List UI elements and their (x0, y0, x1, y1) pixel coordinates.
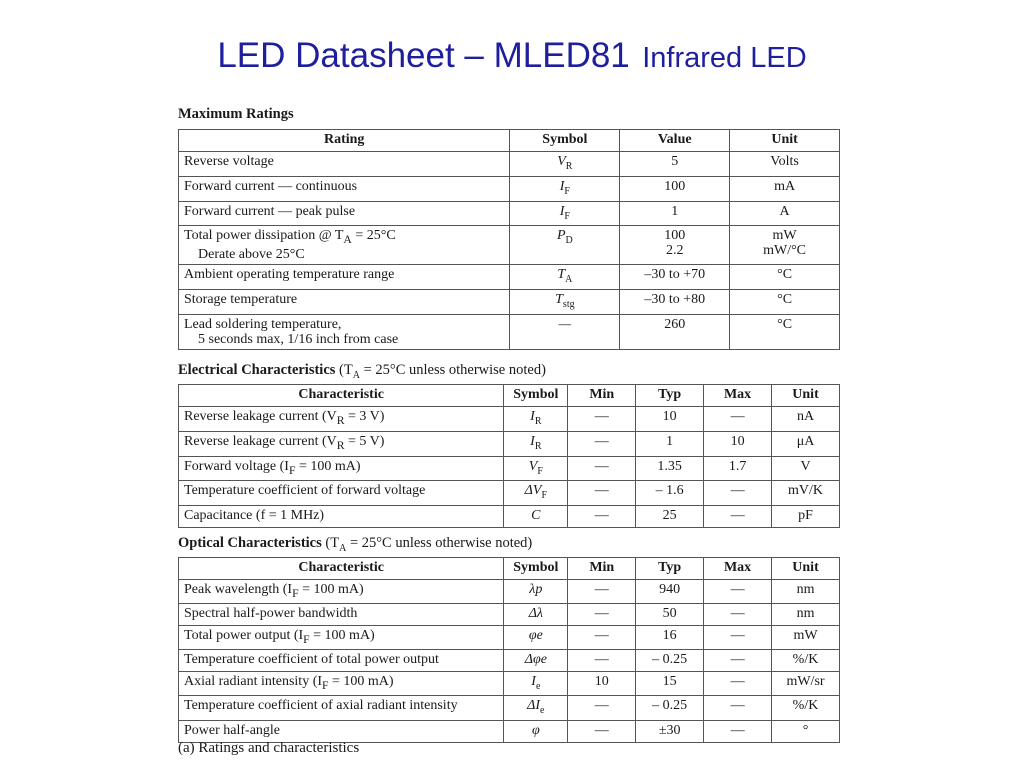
header-rating: Rating (179, 130, 510, 152)
symbol-subscript: F (541, 490, 547, 502)
symbol-text: I (530, 433, 535, 449)
unit-cell (730, 265, 840, 290)
table-row (179, 201, 840, 226)
symbol-cell (504, 721, 568, 743)
min-cell: — (568, 407, 636, 432)
table-row (179, 671, 840, 696)
table-row (179, 289, 840, 314)
characteristic-cell (179, 431, 504, 456)
symbol-text: Δφe (524, 651, 547, 667)
symbol-text: ΔV (524, 483, 542, 499)
characteristic-text: Temperature coefficient of total power output (184, 651, 439, 667)
max-cell: — (704, 603, 772, 625)
characteristic-text: Spectral half-power bandwidth (184, 605, 358, 621)
value-cell (620, 265, 730, 290)
header-characteristic: Characteristic (179, 385, 504, 407)
symbol-cell (510, 289, 620, 314)
characteristic-cell (179, 649, 504, 671)
characteristic-text: Temperature coefficient of forward voltage (184, 483, 426, 499)
max-cell: — (704, 671, 772, 696)
min-cell: — (568, 481, 636, 506)
unit-cell (730, 226, 840, 265)
header-typ: Typ (636, 558, 704, 580)
symbol-text: V (557, 154, 566, 169)
header-typ: Typ (636, 385, 704, 407)
symbol-cell (510, 201, 620, 226)
symbol-text: P (556, 228, 566, 244)
min-cell: — (568, 625, 636, 649)
electrical-heading: Electrical Characteristics ($T_A = 25^\circ C$ unless otherwise noted) (178, 362, 546, 381)
value-text-line2: 2.2 (665, 243, 684, 259)
characteristic-tail: = 100 mA) (309, 627, 375, 643)
optical-heading: Optical Characteristics ($T_A = 25^\circ C$ unless otherwise noted) (178, 535, 533, 554)
rating-tail: = 25°C (351, 228, 396, 244)
value-cell (620, 201, 730, 226)
symbol-subscript: F (564, 210, 570, 222)
table-row (179, 265, 840, 290)
optical-table (178, 557, 840, 743)
rating-cell (179, 314, 510, 349)
symbol-text: ΔI (527, 698, 541, 714)
rating-text: Total power dissipation @ T (184, 228, 344, 244)
table-row (179, 431, 840, 456)
value-text: 260 (664, 316, 686, 332)
characteristic-cell (179, 603, 504, 625)
symbol-text: V (528, 458, 538, 474)
symbol-text: I (559, 203, 565, 219)
header-min: Min (568, 385, 636, 407)
value-text: 100 (664, 228, 686, 244)
symbol-cell (504, 696, 568, 721)
slide-title (0, 36, 1024, 76)
symbol-cell (504, 407, 568, 432)
symbol-cell (504, 649, 568, 671)
characteristic-subscript: R (336, 438, 345, 452)
typ-cell: – 0.25 (636, 649, 704, 671)
max-cell: — (704, 649, 772, 671)
header-min: Min (568, 558, 636, 580)
characteristic-text: Total power output (I (184, 627, 304, 643)
min-cell: — (568, 721, 636, 743)
symbol-cell (504, 625, 568, 649)
max-cell: — (704, 407, 772, 432)
unit-cell: mW/sr (772, 671, 840, 696)
value-cell (620, 289, 730, 314)
unit-cell (730, 289, 840, 314)
characteristic-tail: = 100 mA) (298, 582, 364, 597)
header-characteristic: Characteristic (179, 558, 504, 580)
symbol-cell (504, 431, 568, 456)
table-row (179, 226, 840, 265)
typ-cell: 1 (636, 431, 704, 456)
characteristic-subscript: F (322, 678, 329, 692)
max-cell: — (704, 696, 772, 721)
header-value: Value (620, 130, 730, 152)
characteristic-cell (179, 481, 504, 506)
rating-text-line2: Derate above 25°C (198, 247, 305, 263)
unit-cell: V (772, 456, 840, 481)
value-cell (620, 176, 730, 201)
symbol-cell (510, 226, 620, 265)
table-row (179, 506, 840, 528)
rating-text: Reverse voltage (184, 154, 274, 169)
table-row (179, 407, 840, 432)
max-cell: 1.7 (704, 456, 772, 481)
unit-cell: %/K (772, 649, 840, 671)
rating-text: Ambient operating temperature range (184, 267, 395, 283)
value-text: 5 (671, 154, 679, 169)
table-header-row (179, 558, 840, 580)
characteristic-text: Power half-angle (184, 723, 281, 739)
table-row (179, 176, 840, 201)
characteristic-subscript: R (336, 413, 345, 427)
symbol-subscript: R (534, 440, 542, 452)
rating-subscript: A (343, 233, 352, 247)
symbol-subscript: F (537, 465, 543, 477)
characteristic-text: Reverse leakage current (V (184, 433, 337, 449)
symbol-subscript: R (565, 160, 573, 172)
symbol-subscript: e (535, 680, 541, 692)
unit-cell: mV/K (772, 481, 840, 506)
min-cell: — (568, 696, 636, 721)
header-unit: Unit (772, 385, 840, 407)
characteristic-cell (179, 580, 504, 604)
table-header-row (179, 385, 840, 407)
table-row (179, 314, 840, 349)
value-cell (620, 226, 730, 265)
unit-cell (730, 176, 840, 201)
characteristic-subscript: F (288, 463, 296, 477)
table-row (179, 625, 840, 649)
unit-text: A (779, 203, 790, 219)
symbol-cell (510, 265, 620, 290)
symbol-text: φe (528, 627, 543, 643)
symbol-text: T (555, 291, 563, 307)
unit-text: °C (777, 291, 793, 307)
symbol-text: Δλ (528, 605, 543, 621)
unit-cell (730, 152, 840, 177)
characteristic-text: Forward voltage (I (184, 458, 289, 474)
unit-text: Volts (770, 154, 799, 169)
rating-cell (179, 265, 510, 290)
min-cell: — (568, 506, 636, 528)
max-cell: 10 (704, 431, 772, 456)
symbol-text: φ (531, 723, 540, 739)
rating-text: Forward current — peak pulse (184, 203, 356, 219)
min-cell: — (568, 603, 636, 625)
max-cell: — (704, 481, 772, 506)
symbol-text: I (559, 178, 565, 194)
characteristic-text: Axial radiant intensity (I (184, 673, 323, 689)
rating-cell (179, 176, 510, 201)
unit-text: °C (777, 267, 793, 283)
table-row (179, 580, 840, 604)
characteristic-tail: = 100 mA) (328, 673, 394, 689)
min-cell: — (568, 456, 636, 481)
unit-cell: nA (772, 407, 840, 432)
value-text: –30 to +80 (644, 291, 706, 307)
symbol-cell (504, 506, 568, 528)
characteristic-cell (179, 456, 504, 481)
symbol-text: λp (529, 582, 543, 597)
slide-title-sub: Infrared LED (642, 42, 807, 74)
symbol-subscript: R (534, 415, 542, 427)
typ-cell: 15 (636, 671, 704, 696)
symbol-cell (504, 603, 568, 625)
unit-text-line2: mW/°C (763, 243, 807, 259)
symbol-subscript: A (565, 273, 573, 285)
max-cell: — (704, 721, 772, 743)
characteristic-cell (179, 696, 504, 721)
characteristic-tail: = 3 V) (344, 409, 385, 424)
min-cell: — (568, 431, 636, 456)
unit-text: °C (777, 316, 793, 332)
rating-text: Lead soldering temperature, (184, 316, 342, 332)
table-row (179, 152, 840, 177)
unit-cell: ° (772, 721, 840, 743)
symbol-subscript: stg (562, 298, 575, 310)
characteristic-cell (179, 407, 504, 432)
unit-cell: mW (772, 625, 840, 649)
max-cell: — (704, 580, 772, 604)
rating-cell (179, 201, 510, 226)
unit-text: mW (772, 228, 797, 244)
header-symbol: Symbol (504, 385, 568, 407)
max-cell: — (704, 506, 772, 528)
rating-text: Storage temperature (184, 291, 298, 307)
value-cell (620, 314, 730, 349)
characteristic-cell (179, 625, 504, 649)
table-row (179, 456, 840, 481)
header-unit: Unit (772, 558, 840, 580)
typ-cell: 25 (636, 506, 704, 528)
symbol-subscript: e (540, 705, 545, 717)
typ-cell: – 1.6 (636, 481, 704, 506)
typ-cell: ±30 (636, 721, 704, 743)
typ-cell: – 0.25 (636, 696, 704, 721)
unit-cell: pF (772, 506, 840, 528)
typ-cell: 16 (636, 625, 704, 649)
symbol-cell (504, 456, 568, 481)
symbol-subscript: D (565, 235, 573, 247)
rating-cell (179, 289, 510, 314)
symbol-cell (504, 671, 568, 696)
typ-cell: 10 (636, 407, 704, 432)
value-cell (620, 152, 730, 177)
symbol-cell (510, 176, 620, 201)
unit-cell: %/K (772, 696, 840, 721)
characteristic-text: Capacitance (f = 1 MHz) (184, 508, 325, 524)
symbol-text: — (558, 316, 572, 332)
unit-text: mA (774, 178, 796, 194)
characteristic-subscript: F (292, 586, 299, 600)
characteristic-subscript: F (303, 632, 310, 646)
symbol-cell (510, 314, 620, 349)
header-max: Max (704, 558, 772, 580)
min-cell: 10 (568, 671, 636, 696)
characteristic-tail: = 100 mA) (295, 458, 361, 474)
symbol-text: T (557, 267, 566, 283)
symbol-text: I (531, 673, 536, 689)
header-unit: Unit (730, 130, 840, 152)
characteristic-text: Temperature coefficient of axial radiant intensity (184, 698, 458, 714)
table-row (179, 481, 840, 506)
typ-cell: 1.35 (636, 456, 704, 481)
unit-cell: nm (772, 603, 840, 625)
figure-caption: (a) Ratings and characteristics (178, 740, 360, 756)
max-cell: — (704, 625, 772, 649)
header-symbol: Symbol (510, 130, 620, 152)
characteristic-tail: = 5 V) (344, 433, 385, 449)
value-text: 100 (664, 178, 686, 194)
rating-cell (179, 152, 510, 177)
electrical-table (178, 384, 840, 528)
unit-cell (730, 201, 840, 226)
rating-text-line2: 5 seconds max, 1/16 inch from case (198, 331, 399, 347)
unit-cell (730, 314, 840, 349)
symbol-cell (504, 481, 568, 506)
symbol-text: I (530, 409, 535, 424)
max-ratings-heading: Maximum Ratings (178, 106, 294, 122)
rating-cell (179, 226, 510, 265)
slide-title-main: LED Datasheet – MLED81 (217, 36, 630, 75)
max-ratings-table (178, 129, 840, 350)
table-row (179, 603, 840, 625)
value-text: 1 (671, 203, 679, 219)
characteristic-text: Reverse leakage current (V (184, 409, 337, 424)
header-symbol: Symbol (504, 558, 568, 580)
table-row (179, 649, 840, 671)
characteristic-cell (179, 506, 504, 528)
characteristic-text: Peak wavelength (I (184, 582, 293, 597)
typ-cell: 50 (636, 603, 704, 625)
characteristic-cell (179, 671, 504, 696)
value-text: –30 to +70 (644, 267, 706, 283)
header-max: Max (704, 385, 772, 407)
symbol-cell (510, 152, 620, 177)
min-cell: — (568, 649, 636, 671)
typ-cell: 940 (636, 580, 704, 604)
table-row (179, 696, 840, 721)
symbol-text: C (531, 508, 541, 524)
rating-text: Forward current — continuous (184, 178, 358, 194)
unit-cell: nm (772, 580, 840, 604)
symbol-subscript: F (564, 185, 570, 197)
unit-cell: μA (772, 431, 840, 456)
table-header-row (179, 130, 840, 152)
min-cell: — (568, 580, 636, 604)
symbol-cell (504, 580, 568, 604)
